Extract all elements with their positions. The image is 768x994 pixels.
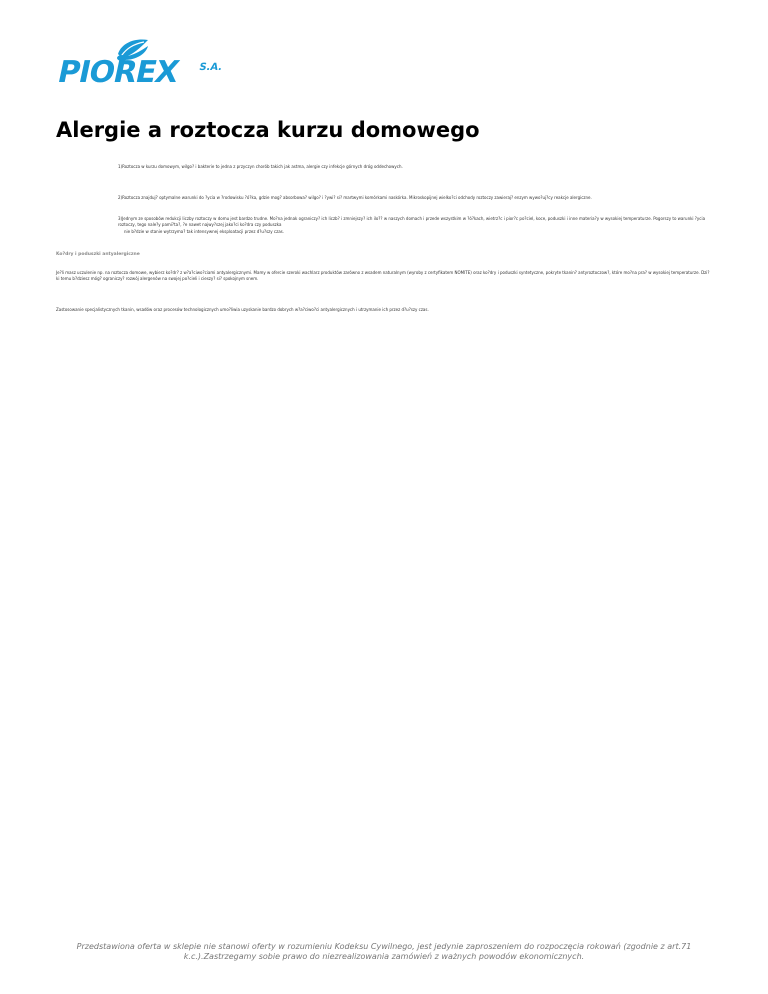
piorex-logo-graphic [56,36,256,92]
paragraph-1: 1)Roztocza w kurzu domowym, wilgo? i bakterie to jedna z przyczyn chorób takich jak astma, alergie czy infekcje górnych dróg oddechowych. [118,164,403,169]
brand-logo [56,36,256,92]
page-title: Alergie a roztocza kurzu domowego [56,118,480,142]
paragraph-2: 2)Roztocza znajduj? optymalne warunki do ?ycia w ?rodowisku ?ó?ka, gdzie mog? absorbowa? wilgo? i ?ywi? si? martwymi komórkami naskórka. Mikroskopijnej wielko?ci odchody roztoczy zawieraj? enzym wywo?uj?cy reakcje alergiczne. [118,195,592,200]
paragraph-3-continuation: nie b?dzie w stanie wytrzyma? tak intensywnej eksploatacji przez d?u?szy czas. [124,229,285,234]
paragraph-4: Je?li masz uczulenie np. na roztocza domowe, wybierz ko?dr? z w?a?ciwo?ciami antyalergicznymi. Mamy w ofercie szeroki wachlarz produktów zarówno z wsadem naturalnym (wyroby z certyfikatem NOMITE) oraz ko?dry i poduszki syntetyczne, pokryte tkanin? antyroztoczow?, które mo?na pra? w wysokiej temperaturze. Dzi?ki temu b?dziesz móg? ograniczy? rozwój alergenów na swojej po?cieli i cieszy? si? spokojnym snem. [56,270,710,281]
svg-text:PIOREX: PIOREX [56,55,182,90]
footer-line-1: Przedstawiona oferta w sklepie nie stanowi oferty w rozumieniu Kodeksu Cywilnego, jest jedynie zaproszeniem do rozpoczęcia rokowań (zgodnie z art.71 [76,942,692,951]
footer-line-2: k.c.).Zastrzegamy sobie prawo do niezrealizowania zamówień z ważnych powodów ekonomicznych. [183,952,585,961]
section-heading: Ko?dry i poduszki antyalergiczne [56,252,140,257]
piorex-wordmark [56,55,225,90]
legal-footer [60,942,708,962]
svg-text:S.A.: S.A. [198,62,224,73]
paragraph-5: Zastosowanie specjalistycznych tkanin, wsadów oraz procesów technologicznych umo?liwia uzyskanie bardzo dobrych w?a?ciwo?ci antyalergicznych i utrzymanie ich przez d?u?szy czas. [56,307,429,312]
paragraph-3: 3)Jednym ze sposobów redukcji liczby roztoczy w domu jest bardzo trudne. Mo?na jednak ograniczy? ich liczb? i zmniejszy? ich ilo?? w naszych domach i przede wszystkim w ?ó?kach, wietrz?c i pior?c po?ciel, koce, poduszki i inne materia?y w wysokiej temperaturze. Pogorszy to warunki ?ycia roztoczy, tego nale?y pami?ta?, ?e nawet najwy?szej jako?ci ko?dra czy poduszka [118,216,706,227]
